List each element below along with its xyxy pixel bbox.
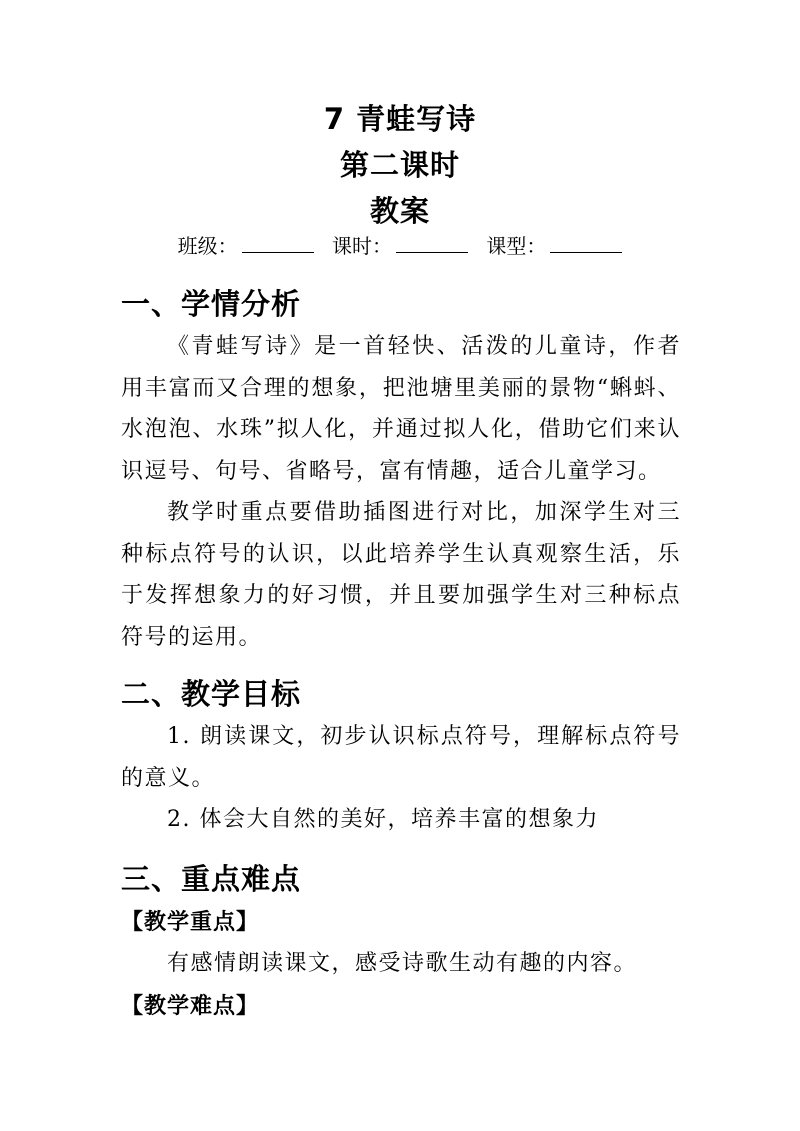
lesson-period: 第二课时 [339,148,460,182]
key-point-text: 有感情朗读课文，感受诗歌生动有趣的内容。 [167,951,638,976]
type-blank [550,230,622,253]
class-label: 班级： [177,234,238,258]
period-blank [396,230,468,253]
paragraph: 教学时重点要借助插图进行对比，加深学生对三种标点符号的认识，以此培养学生认真观察生活，乐于发挥想象力的好习惯，并且要加强学生对三种标点符号的运用。 [121,500,681,650]
section-key-points [121,857,681,1027]
lesson-title: 7 青蛙写诗 [323,102,477,136]
document-type: 教案 [369,194,430,228]
period-field [332,230,468,262]
period-label: 课时： [332,234,392,258]
type-field [486,230,622,262]
section-heading: 二、教学目标 [121,677,302,711]
section-heading: 一、学情分析 [121,287,302,321]
section-student-analysis [121,282,681,658]
section-teaching-goals [121,672,681,841]
goal-item: 1. 朗读课文，初步认识标点符号，理解标点符号的意义。 [121,724,681,791]
difficult-point-label: 【教学难点】 [121,992,260,1019]
meta-line [0,230,800,262]
class-field [178,230,314,262]
class-blank [242,230,314,253]
type-label: 课型： [486,234,547,258]
paragraph: 《青蛙写诗》是一首轻快、活泼的儿童诗，作者用丰富而又合理的想象，把池塘里美丽的景物“蝌蚪、水泡泡、水珠”拟人化，并通过拟人化，借助它们来认识逗号、句号、省略号，富有情趣，适合儿童学习。 [121,334,681,484]
section-heading: 三、重点难点 [121,862,302,896]
goal-item: 2. 体会大自然的美好，培养丰富的想象力 [167,807,599,832]
title-block [0,96,800,234]
key-point-label: 【教学重点】 [121,909,260,935]
